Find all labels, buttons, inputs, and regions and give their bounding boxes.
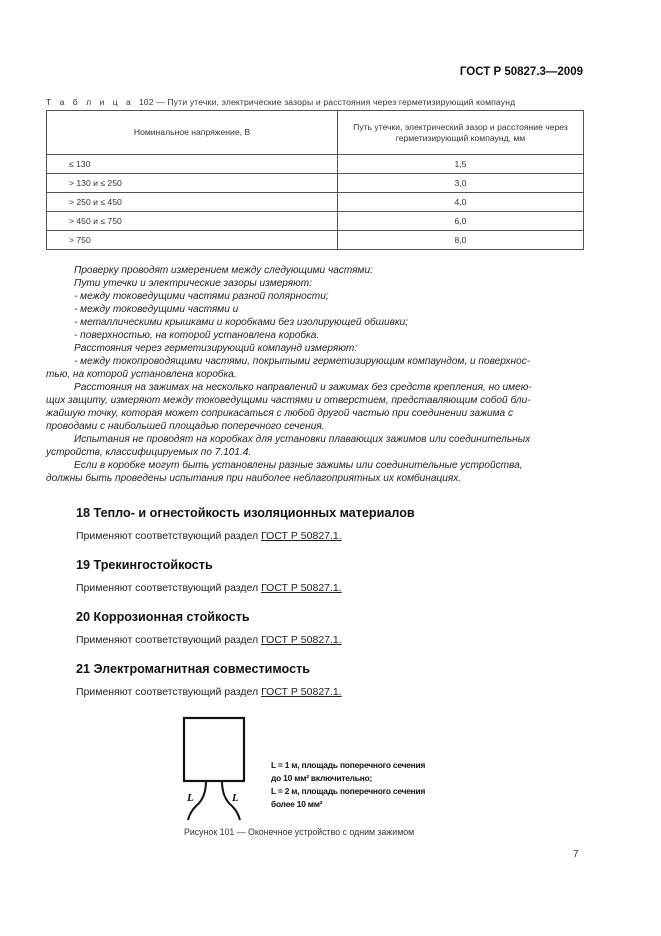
paragraph-line: Если в коробке могут быть установлены разные зажимы или соединительные устройства, bbox=[74, 460, 523, 471]
table-caption bbox=[46, 97, 515, 107]
list-item: - между токоведущими частями разной полярности; bbox=[74, 291, 329, 302]
section-heading-18: 18 Тепло- и огнестойкость изоляционных материалов bbox=[76, 506, 415, 520]
section-text: Применяют соответствующий раздел bbox=[76, 686, 259, 698]
table-caption-prefix: Т а б л и ц а bbox=[46, 97, 134, 107]
paragraph-line: тью, на которой установлена коробка. bbox=[46, 369, 237, 380]
table-row bbox=[47, 193, 584, 212]
section-heading-19: 19 Трекингостойкость bbox=[76, 558, 213, 572]
distance-cell: 3,0 bbox=[338, 174, 584, 193]
distance-cell: 1,5 bbox=[338, 155, 584, 174]
paragraph-line: должны быть проведены испытания при наиболее неблагоприятных их комбинациях. bbox=[46, 473, 462, 484]
paragraph-line: Расстояния на зажимах на несколько направлений и зажимах без средств крепления, но имею- bbox=[74, 382, 532, 393]
table-row bbox=[47, 174, 584, 193]
section-text: Применяют соответствующий раздел bbox=[76, 582, 259, 594]
standard-link[interactable]: ГОСТ Р 50827.1. bbox=[261, 686, 342, 698]
list-item: - поверхностью, на которой установлена коробка. bbox=[74, 330, 320, 341]
paragraph-line: Проверку проводят измерением между следующими частями: bbox=[74, 265, 373, 276]
paragraph-line: проводами с наибольшей площадью поперечного сечения. bbox=[46, 421, 325, 432]
voltage-cell: ≤ 130 bbox=[47, 155, 338, 174]
right-wire-label: L bbox=[232, 792, 239, 804]
list-item: - между токопроводящими частями, покрытыми герметизирующим компаундом, и поверхнос- bbox=[74, 356, 531, 367]
section-text-21 bbox=[76, 686, 342, 698]
paragraph-line: Расстояния через герметизирующий компаунд измеряют: bbox=[74, 343, 358, 354]
section-text: Применяют соответствующий раздел bbox=[76, 634, 259, 646]
paragraph-line: устройств, классифицируемых по 7.101.4. bbox=[46, 447, 252, 458]
standard-link[interactable]: ГОСТ Р 50827.1. bbox=[261, 634, 342, 646]
distance-cell: 8,0 bbox=[338, 231, 584, 250]
figure-note-line: более 10 мм² bbox=[271, 799, 323, 809]
distance-cell: 6,0 bbox=[338, 212, 584, 231]
paragraph-line: жайшую точку, которая может соприкасаться с любой другой частью при соединении зажима с bbox=[46, 408, 514, 419]
distance-cell: 4,0 bbox=[338, 193, 584, 212]
voltage-cell: > 450 и ≤ 750 bbox=[47, 212, 338, 231]
table-row bbox=[47, 212, 584, 231]
section-text-20 bbox=[76, 634, 342, 646]
column-header-voltage: Номинальное напряжение, В bbox=[47, 111, 338, 155]
section-heading-20: 20 Коррозионная стойкость bbox=[76, 610, 250, 624]
document-code: ГОСТ Р 50827.3—2009 bbox=[459, 66, 583, 78]
column-header-distance bbox=[338, 111, 584, 155]
device-box bbox=[184, 718, 244, 781]
standard-link[interactable]: ГОСТ Р 50827.1. bbox=[261, 530, 342, 542]
paragraph-line: щих защиту, измеряют между токоведущими частями и отверстием, представляющим собой бли- bbox=[46, 395, 531, 406]
clearance-table bbox=[46, 110, 584, 250]
table-row bbox=[47, 231, 584, 250]
figure-note-line: L = 2 м, площадь поперечного сечения bbox=[271, 786, 426, 796]
table-row bbox=[47, 155, 584, 174]
section-text-18 bbox=[76, 530, 342, 542]
paragraph-line: Испытания не проводят на коробках для установки плавающих зажимов или соединительных bbox=[74, 434, 531, 445]
figure-caption: Рисунок 101 — Оконечное устройство с одним зажимом bbox=[184, 827, 415, 837]
table-caption-text: 102 — Пути утечки, электрические зазоры и расстояния через герметизирующий компаунд bbox=[138, 97, 516, 107]
section-heading-21: 21 Электромагнитная совместимость bbox=[76, 662, 310, 676]
voltage-cell: > 750 bbox=[47, 231, 338, 250]
page-number: 7 bbox=[573, 849, 579, 860]
column-header-distance-line2: герметизирующий компаунд, мм bbox=[395, 132, 526, 143]
figure-note-line: до 10 мм² включительно; bbox=[271, 773, 373, 783]
list-item: - металлическими крышками и коробками без изолирующей обшивки; bbox=[74, 317, 409, 328]
section-text-19 bbox=[76, 582, 342, 594]
list-item: - между токоведущими частями и bbox=[74, 304, 239, 315]
standard-link[interactable]: ГОСТ Р 50827.1. bbox=[261, 582, 342, 594]
left-wire-label: L bbox=[187, 792, 194, 804]
terminal-device-drawing bbox=[176, 712, 256, 822]
voltage-cell: > 250 и ≤ 450 bbox=[47, 193, 338, 212]
voltage-cell: > 130 и ≤ 250 bbox=[47, 174, 338, 193]
figure-note-line: L = 1 м, площадь поперечного сечения bbox=[271, 760, 426, 770]
table-header-row bbox=[47, 111, 584, 155]
column-header-distance-line1: Путь утечки, электрический зазор и расстояние через bbox=[353, 121, 568, 132]
section-text: Применяют соответствующий раздел bbox=[76, 530, 259, 542]
paragraph-line: Пути утечки и электрические зазоры измеряют: bbox=[74, 278, 312, 289]
